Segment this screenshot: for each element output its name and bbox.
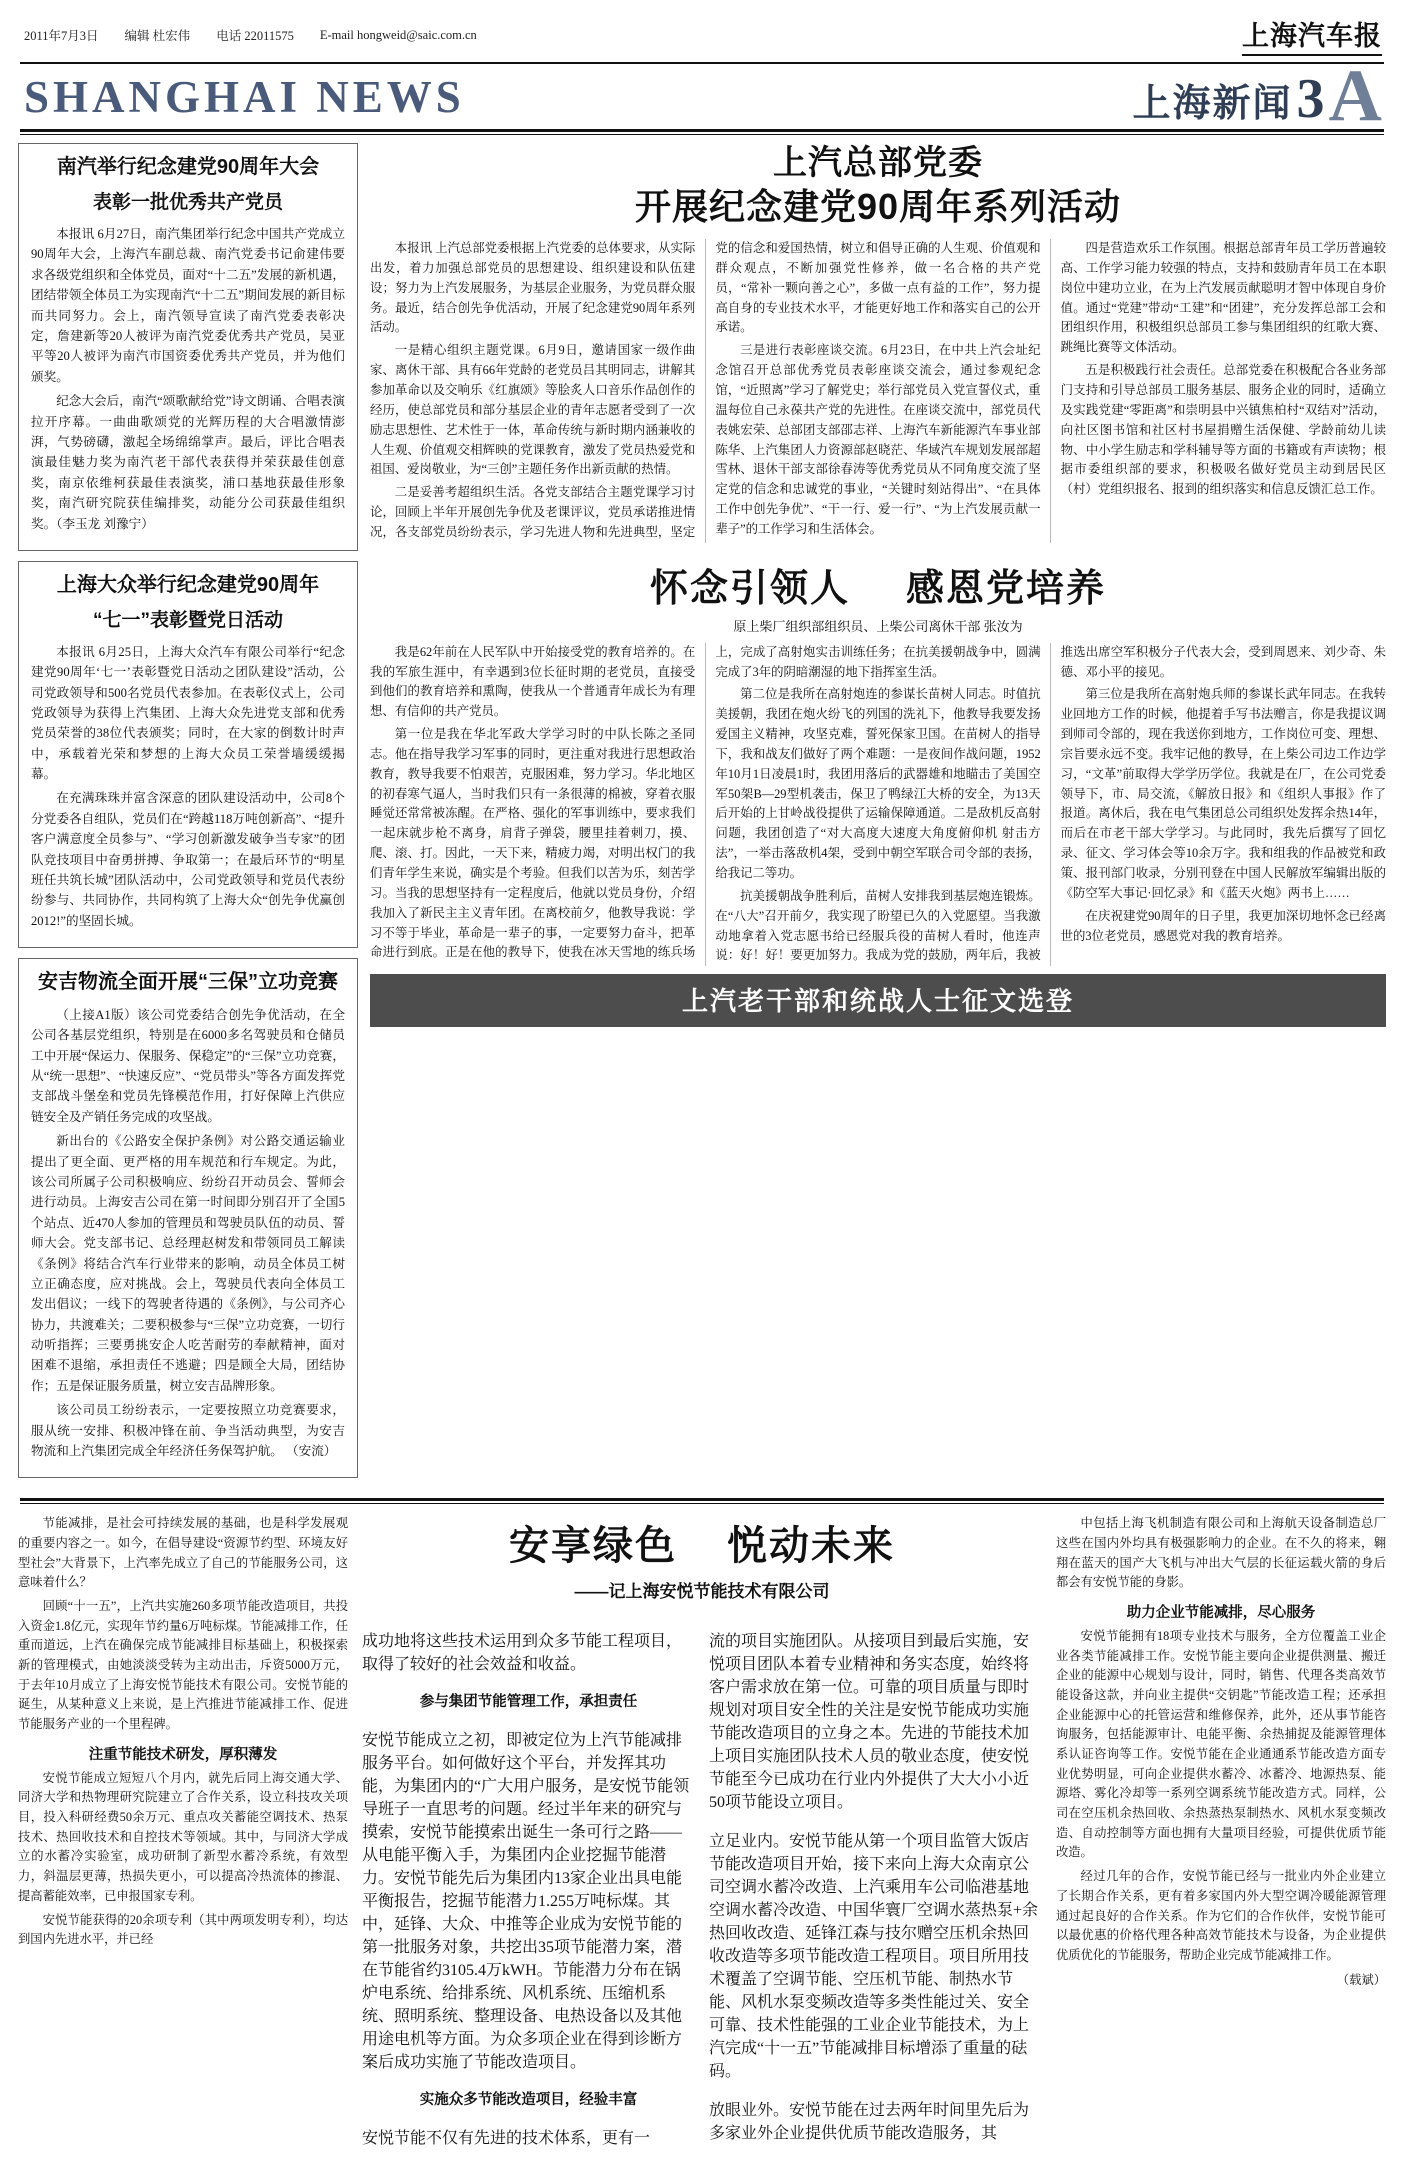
lead-headline	[370, 143, 1386, 229]
editor-name: 编辑 杜宏伟	[124, 29, 191, 43]
lead-p5: 四是营造欢乐工作氛围。根据总部青年员工学历普遍较高、工作学习能力较强的特点，支持和鼓励青年员工在本职岗位中建功立业，在为上汽发展贡献聪明才智中体现自身价值。通过“党建”带动“工建”和“团建”，充分发挥总部工会和团组织作用，积极组织总部员工参与集团组织的红歌大赛、跳绳比赛等文体活动。	[1060, 241, 1386, 355]
article-shvw	[18, 561, 358, 948]
article-shvw-title-line2: “七一”表彰暨党日活动	[92, 609, 283, 631]
lead-headline-line2: 开展纪念建党90周年系列活动	[634, 186, 1122, 228]
bottom-c2-p1: 成功地将这些技术运用到众多节能工程项目，取得了较好的社会效益和收益。	[362, 1633, 683, 1674]
bottom-col-1	[18, 1514, 348, 2164]
bottom-center-block	[362, 1514, 1042, 2164]
bottom-rule-thin	[20, 1503, 1384, 1504]
feature-subheadline: ——记上海安悦节能技术有限公司	[574, 1582, 830, 1602]
bottom-feature	[18, 1514, 1386, 2164]
article-anji-title: 安吉物流全面开展“三保”立功竞赛	[38, 971, 338, 994]
bottom-c1-p4: 安悦节能获得的20余项专利（其中两项发明专利），均达到国内先进水平，并已经	[18, 1912, 349, 1947]
masthead-top	[18, 10, 1386, 62]
bottom-c1-p3: 安悦节能成立短短八个月内，就先后同上海交通大学、同济大学和热物理研究院建立了合作关系，设立科技攻关项目，投入科研经费50余万元、重点攻关蓄能空调技术、热泵技术、热回收技术和自控技术等领域。其中，与同济大学成立的水蓄冷实验室，成功研制了新型水蓄冷系统，有效型力，斜温层更薄，热损失更小，可以提高冷热流体的掺混、提高蓄能效率，已申报国家专利。	[18, 1770, 349, 1903]
publication-date: 2011年7月3日	[24, 29, 99, 43]
article-nanqi-p2: 纪念大会后，南汽“颂歌献给党”诗文朗诵、合唱表演拉开序幕。一曲曲歌颂党的光辉历程的大合唱激情澎湃，气势磅礴，激起全场绵绵掌声。最后，评比合唱表演最佳魅力奖为南汽老干部代表获得并荣获最佳创意奖，南京依维柯获最佳表演奖，浦口基地获最佳形象奖，南汽研究院获佳编排奖，动能分公司获最佳组织奖。（李玉龙 刘豫宁）	[31, 394, 345, 531]
bottom-c2-subhead-2: 实施众多节能改造项目，经验丰富	[419, 2092, 638, 2109]
article-shvw-title-line1: 上海大众举行纪念建党90周年	[56, 573, 320, 596]
bottom-c1-subhead: 注重节能技术研发，厚积薄发	[88, 1746, 278, 1763]
memoir-p5: 第三位是我所在高射炮兵师的参谋长武年同志。在我转业回地方工作的时候，他提着手写书法赠言，你是我提议调到师司令部的，现在我送你到地方，工作岗位可变、理想、宗旨要永远不变。我牢记他的教导，在上柴公司边工作边学习，“文革”前取得大学学历学位。我就是在厂，在公司党委领导下，市、局交流，《解放日报》和《组织人事报》作了报道。离休后，我在电气集团总公司组织处发挥余热14年，而后在市老干部大学学习。与此同时，我先后撰写了回忆录、征文、学习体会等10余万字。我和组我的作品被党和政策、报刊部门收录，分别刊登在中国人民解放军编辑出版的《防空军大事记·回忆录》和《蓝天火炮》两书上……	[1060, 687, 1386, 900]
bottom-c3-p3: 放眼业外。安悦节能在过去两年时间里先后为多家业外企业提供优质节能改造服务，其	[709, 2102, 1030, 2143]
masthead-rule-thin	[20, 134, 1384, 135]
lead-p6: 五是积极践行社会责任。总部党委在积极配合各业务部门支持和引导总部员工服务基层、服务企业的同时，适确立及实践党建“零距离”和崇明县中兴镇焦柏村“双结对”活动，向社区图书馆和社区村书屋捐赠生活保健、学龄前幼儿读物、中小学生励志和学科辅导等方面的书籍或有声读物；根据市委组织部的要求，积极吸名做好党员主动到居民区（村）党组织报名、报到的组织落实和信息反馈汇总工作。	[1060, 363, 1386, 497]
article-anji-p1: （上接A1版）该公司党委结合创先争优活动，在全公司各基层党组织，特别是在6000多名驾驶员和仓储员工中开展“保运力、保服务、保稳定”的“三保”立功竞赛，从“统一思想”、“快速反应”、“党员带头”等各方面发挥党支部战斗堡垒和党员先锋模范作用，打好保障上汽供应链安全及产销任务完成的攻坚战。	[31, 1007, 345, 1124]
bottom-c1-p1: 节能减排，是社会可持续发展的基础，也是科学发展观的重要内容之一。如今，在倡导建设“资源节约型、环境友好型社会”大背景下，上汽率先成立了自己的节能服务公司，这意味着什么？	[18, 1516, 349, 1590]
article-anji	[18, 958, 358, 1478]
bottom-c4-p2: 安悦节能拥有18项专业技术与服务，全方位覆盖工业企业各类节能减排工作。安悦节能主要向企业提供测量、搬迁企业的能源中心规划与设计，同时，销售、代理各类高效节能设备这款，并向业主提供“交钥匙”节能改造工程；还承担企业能源中心的托管运营和维修保养，此外，还从事节能咨询服务，包括能源审计、电能平衡、余热捕捉及能源管理体系认证咨询等工作。安悦节能在企业通通系节能改造方面专业优势明显，可向企业提供水蓄冷、冰蓄冷、地源热泵、能源塔、雾化冷却等一系列空调系统节能改造方式。同样，公司在空压机余热回收、余热蒸热泵制热水、风机水泵变频改造、自动控制等方面也拥有大量项目经验，可提供优质节能改造。	[1055, 1629, 1386, 1860]
bottom-rule-thick	[20, 1498, 1384, 1501]
memoir-p3: 第二位是我所在高射炮连的参谋长苗树人同志。时值抗美援朝，我团在炮火纷飞的列国的洗礼下，他教导我要发扬爱国主义精神，攻坚克难，誓死保家卫国。在苗树人的指导下，我和战友们做好了两个难题：一是夜间作战问题，1952年10月1日凌晨1时，我团用落后的武器雄和地瞄击了美国空军50架B—29型机袭击，保卫了鸭绿江大桥的安全，为13天后开始的上甘岭战役提供了运输保障通道。二是敌机反高射问题，我团创造了“对大高度大速度大角度俯仰机 射击方法”，一举击落敌机4架，受到中朝空军联合司令部的表扬，给我记二等功。	[715, 687, 1041, 880]
memoir-headline-part2: 感恩党培养	[906, 567, 1107, 610]
article-nanqi	[18, 143, 358, 551]
bottom-col-3	[709, 1612, 1042, 2164]
section-title-group	[1132, 55, 1382, 137]
right-column	[370, 143, 1386, 1488]
lead-p4: 三是进行表彰座谈交流。6月23日，在中共上汽会址纪念馆召开总部优秀党员表彰座谈交流会，通过参观纪念馆，“近照离”学习了解党史；举行部党员入党宣誓仪式，重温每位自己永葆共产党的先进性。在座谈交流中，部党员代表姚宏荣、总部团支部邵志祥、上海汽车新能源汽车事业部陈华、上汽集团人力资源部赵晓茫、华域汽车规划发展部超雪林、退休干部支部徐春涛等优秀党员从不同角度交流了坚定党的信念和忠诚党的事业，“关键时刻站得出”、“在具体工作中创先争优”、“干一行、爱一行”、“为上汽发展贡献一辈子”的工作学习和生活体会。	[715, 343, 1041, 536]
bottom-c2-subhead-1: 参与集团节能管理工作，承担责任	[419, 1694, 638, 1711]
page-body	[18, 143, 1386, 1488]
article-anji-p3: 该公司员工纷纷表示，一定要按照立功竞赛要求，服从统一安排、积极冲锋在前、争当活动典型，为安吉物流和上汽集团完成全年经济任务保驾护航。 （安流）	[31, 1403, 345, 1459]
lead-article-body	[370, 239, 1386, 543]
bottom-c4-p1: 中包括上海飞机制造有限公司和上海航天设备制造总厂这些在国内外均具有极强影响力的企业。在不久的将来，翱翔在蓝天的国产大飞机与冲出大气层的长征运载火箭的身后都会有安悦节能的身影。	[1055, 1516, 1386, 1590]
section-title-en: SHANGHAI NEWS	[24, 72, 465, 123]
feature-headline	[362, 1514, 1042, 1571]
article-anji-p2: 新出台的《公路安全保护条例》对公路交通运输业提出了更全面、更严格的用车规范和行车规定。为此，该公司所属子公司积极响应、纷纷召开动员会、誓师会进行动员。上海安吉公司在第一时间即分别召开了全国5个站点、近470人参加的管理员和驾驶员队伍的动员、誓师大会。党支部书记、总经理赵树发和带领同员工解读《条例》将结合汽车行业带来的影响，动员全体员工树立正确态度，应对挑战。会上，驾驶员代表向全体员工发出倡议；一线下的驾驶者待遇的《条例》，与公司齐心协力，共渡难关；二要积极参与“三保”立功竞赛，一切行动听指挥；三要勇挑安企人吃苦耐劳的奉献精神，面对困难不退缩，承担责任不逃避；四是顾全大局，团结协作；五是保证服务质量，树立安吉品牌形象。	[31, 1134, 345, 1393]
email-address: E-mail hongweid@saic.com.cn	[319, 27, 477, 42]
bottom-c1-p2: 回顾“十一五”，上汽共实施260多项节能改造项目，共投入资金1.8亿元，实现年节约量6万吨标煤。节能减排工作，任重而道远，上汽在确保完成节能减排目标基础上，积极探索新的管理模式，由她淡淡受转为主动出击，斥资5000万元，于去年10月成立了上海安悦节能技术有限公司。安悦节能的诞生，从某种意义上来说，是上汽推进节能减排工作、促进节能服务产业的一个里程碑。	[18, 1599, 349, 1732]
bottom-c4-subhead: 助力企业节能减排，尽心服务	[1126, 1605, 1316, 1622]
publication-logo-text: 上海汽车报	[1242, 14, 1382, 56]
masthead-main	[18, 55, 1386, 137]
bottom-col-4	[1056, 1514, 1386, 2164]
memoir-p4: 抗美援朝战争胜利后，苗树人安排我到基层炮连锻炼。在“八大”召开前夕，我实现了盼望已久的入党愿望。当我激动地拿着入党志愿书给已经服兵役的苗树人看时，他连声说：好！好！要更加努力。我成为党的鼓励，两年后，我被推选出席空军积极分子代表大会，受到周恩来、刘少奇、朱德、邓小平的接见。	[715, 644, 1386, 963]
memoir-p2: 第一位是我在华北军政大学学习时的中队长陈之圣同志。他在指导我学习军事的同时，更注重对我进行思想政治教育，教导我要不怕艰苦，克服困难，努力学习。华北地区的初春寒气逼人，当时我们只有一条很薄的棉被，穿着衣服睡觉还常常被冻醒。在严格、强化的军事训练中，要求我们一起床就步枪不离身，肩背子弹袋，腰里挂着刺刀，摸、爬、滚、打。因此，一天下来，精疲力竭，对明出权门的我们青年学生来说，确实是个考验。但我们以苦为乐，刻苦学习。当我的思想坚持有一定程度后，他就以党员身份，介绍我加入了新民主主义青年团。在离校前夕，他教导我说：学习不等于毕业，革命是一辈子的事，一定要努力奋斗，把革命进行到底。正是在他的教导下，使我在冰天雪地的练兵场上，完成了高射炮实击训练任务；在抗美援朝战争中，圆满完成了3年的阴暗潮湿的地下指挥室生活。	[370, 644, 1041, 960]
lead-p3: 二是妥善考超组织生活。各党支部结合主题党课学习讨论，回顾上半年开展创先争优及老课评议，党员承诺推进情况，各支部党员纷纷表示，学习先进人物和先进典型，坚定党的信念和爱国热情，树立和倡导正确的人生观、价值观和群众观点，不断加强党性修养，做一名合格的共产党员，“常补一颗向善之心”，多做一点有益的工作”，努力提高自身的专业技术水平，才能更好地工作和落实自己的公开承诺。	[370, 241, 1041, 539]
feature-headline-part2: 悦动未来	[727, 1524, 895, 1569]
left-column	[18, 143, 358, 1488]
masthead-rule-thick	[20, 129, 1384, 132]
page-letter: A	[1328, 55, 1382, 137]
masthead-info	[24, 26, 477, 44]
bottom-c2-p2: 安悦节能成立之初，即被定位为上汽节能减排服务平台。如何做好这个平台，并发挥其功能，为集团内的“广大用户服务，是安悦节能领导班子一直思考的问题。经过半年来的研究与摸索，安悦节能摸索出诞生一条可行之路——从电能平衡入手，为集团内企业挖掘节能潜力。安悦节能先后为集团内13家企业出具电能平衡报告，挖掘节能潜力1.255万吨标煤。其中，延锋、大众、中推等企业成为安悦节能的第一批服务对象，共挖出35项节能潜力案，潜在节能省约3105.4万kWH。节能潜力分布在锅炉电系统、给排系统、风机系统、压缩机系统、照明系统、整理设备、电热设备以及其他用途电机等方面。为众多项企业在得到诊断方案后成功实施了节能改造项目。	[362, 1732, 690, 2072]
article-nanqi-title-line2: 表彰一批优秀共产党员	[92, 191, 283, 213]
memoir-p1: 我是62年前在人民军队中开始接受党的教育培养的。在我的军旅生涯中，有幸遇到3位长征时期的老党员，直接受到他们的教育培养和熏陶，使我从一个普通青年成长为有理想、有信仰的共产党员。	[370, 644, 696, 719]
memoir-headline-part1: 怀念引领人	[649, 567, 850, 610]
page-number: 3	[1296, 68, 1325, 131]
lead-headline-line1: 上汽总部党委	[773, 144, 983, 183]
bottom-c2-p3: 安悦节能不仅有先进的技术体系，更有一	[362, 2130, 651, 2148]
bottom-c4-p3: 经过几年的合作，安悦节能已经与一批业内外企业建立了长期合作关系，更有着多家国内外大型空调冷暖能源管理通过起良好的合作关系。作为它们的合作伙伴，安悦节能可以最优惠的价格代理各种高效节能技术与设备，为企业提供优质优化的节能服务，帮助企业完成节能减排工作。	[1055, 1869, 1386, 1962]
section-title-cn: 上海新闻	[1132, 83, 1293, 126]
article-nanqi-title-line1: 南汽举行纪念建党90周年大会	[56, 156, 320, 179]
section-banner: 上汽老干部和统战人士征文选登	[370, 974, 1386, 1027]
article-shvw-p1: 本报讯 6月25日，上海大众汽车有限公司举行“纪念建党90周年‘七一’表彰暨党日活动之团队建设”活动，公司党政领导和500名党员代表参加。在表彰仪式上，公司党政领导为获得上汽集团、上海大众先进党支部和优秀党员荣誉的38位代表颁奖；同时，在大家的倒数计时声中，承载着光荣和梦想的上海大众员工荣誉墙缓缓揭幕。	[31, 644, 345, 782]
memoir-byline: 原上柴厂组织部组织员、上柴公司离休干部 张汝为	[733, 618, 1023, 634]
publication-logo	[1242, 14, 1382, 56]
feature-signature: （载斌）	[1336, 1972, 1386, 1987]
article-nanqi-p1: 本报讯 6月27日，南汽集团举行纪念中国共产党成立90周年大会，上海汽车副总裁、南汽党委书记俞建伟要求各级党组织和全体党员，面对“十二五”发展的新机遇，团结带领全体员工为实现南汽“十二五”期间发展的新目标而共同努力。会上，南汽领导宣读了南汽党委表彰决定，詹建新等20人被评为南汽党委优秀共产党员，吴亚平等20人被评为南汽市国资委优秀共产党员，并为他们颁奖。	[31, 227, 345, 384]
memoir-p6: 在庆祝建党90周年的日子里，我更加深切地怀念已经离世的3位老党员，感恩党对我的教育培养。	[1060, 908, 1386, 943]
memoir-body	[370, 643, 1386, 967]
bottom-c3-p1: 流的项目实施团队。从接项目到最后实施，安悦项目团队本着专业精神和务实态度，始终将客户需求放在第一位。可靠的项目质量与即时规划对项目安全性的关注是安悦节能成功实施节能改造项目的立身之本。先进的节能技术加上项目实施团队技术人员的敬业态度，使安悦节能至今已成功在行业内外提供了大大小小近50项节能设立项目。	[709, 1633, 1030, 1812]
bottom-c3-p2: 立足业内。安悦节能从第一个项目监管大饭店节能改造项目开始，接下来向上海大众南京公司空调水蓄冷改造、上汽乘用车公司临港基地空调水蓄冷改造、中国华寰厂空调水蒸热泵+余热回收改造、延锋江森与技尔赠空压机余热回收改造等多项节能改造工程项目。项目所用技术覆盖了空调节能、空压机节能、制热水节能、风机水泵变频改造等多类性能过关、安全可靠、技术性能强的工业企业节能技术，为上汽完成“十一五”节能减排目标增添了重量的砝码。	[709, 1833, 1039, 2081]
article-shvw-p2: 在充满珠珠并富含深意的团队建设活动中，公司8个分党委各自组队，党员们在“跨越118万吨创新高”、“提升客户满意度全员参与”、“学习创新激发破争当专家”的团队竞技项目中奋勇拼搏、争取第一；在最后环节的“明星班任共筑长城”团队活动中，公司党政领导和党员代表纷纷参与、共同协作，共同构筑了上海大众“创先争优赢创2012!”的坚固长城。	[31, 791, 345, 928]
lead-p2: 一是精心组织主题党课。6月9日，邀请国家一级作曲家、离休干部、具有66年党龄的老党员吕其明同志，讲解其参加革命以及交响乐《红旗颂》等脍炙人口音乐作品创作的经历，使总部党员和部分基层企业的青年志愿者受到了一次励志思想性、艺术性于一体，革命传统与新时期内涵兼收的人生观、价值观交相辉映的党课教育，激发了党员热爱党和祖国、爱岗敬业，为“三创”主题任务作出新贡献的热情。	[370, 343, 696, 477]
memoir-headline	[370, 557, 1386, 612]
lead-p1: 本报讯 上汽总部党委根据上汽党委的总体要求，从实际出发，着力加强总部党员的思想建设、组织建设和队伍建设；努力为上汽发展服务，为基层企业服务，为党员群众服务。最近，结合创先争优活动，开展了纪念建党90周年系列活动。	[370, 241, 696, 335]
feature-headline-part1: 安享绿色	[509, 1524, 677, 1569]
phone-number: 电话 22011575	[216, 29, 294, 43]
bottom-col-2	[362, 1612, 695, 2164]
feature-columns	[362, 1612, 1042, 2164]
